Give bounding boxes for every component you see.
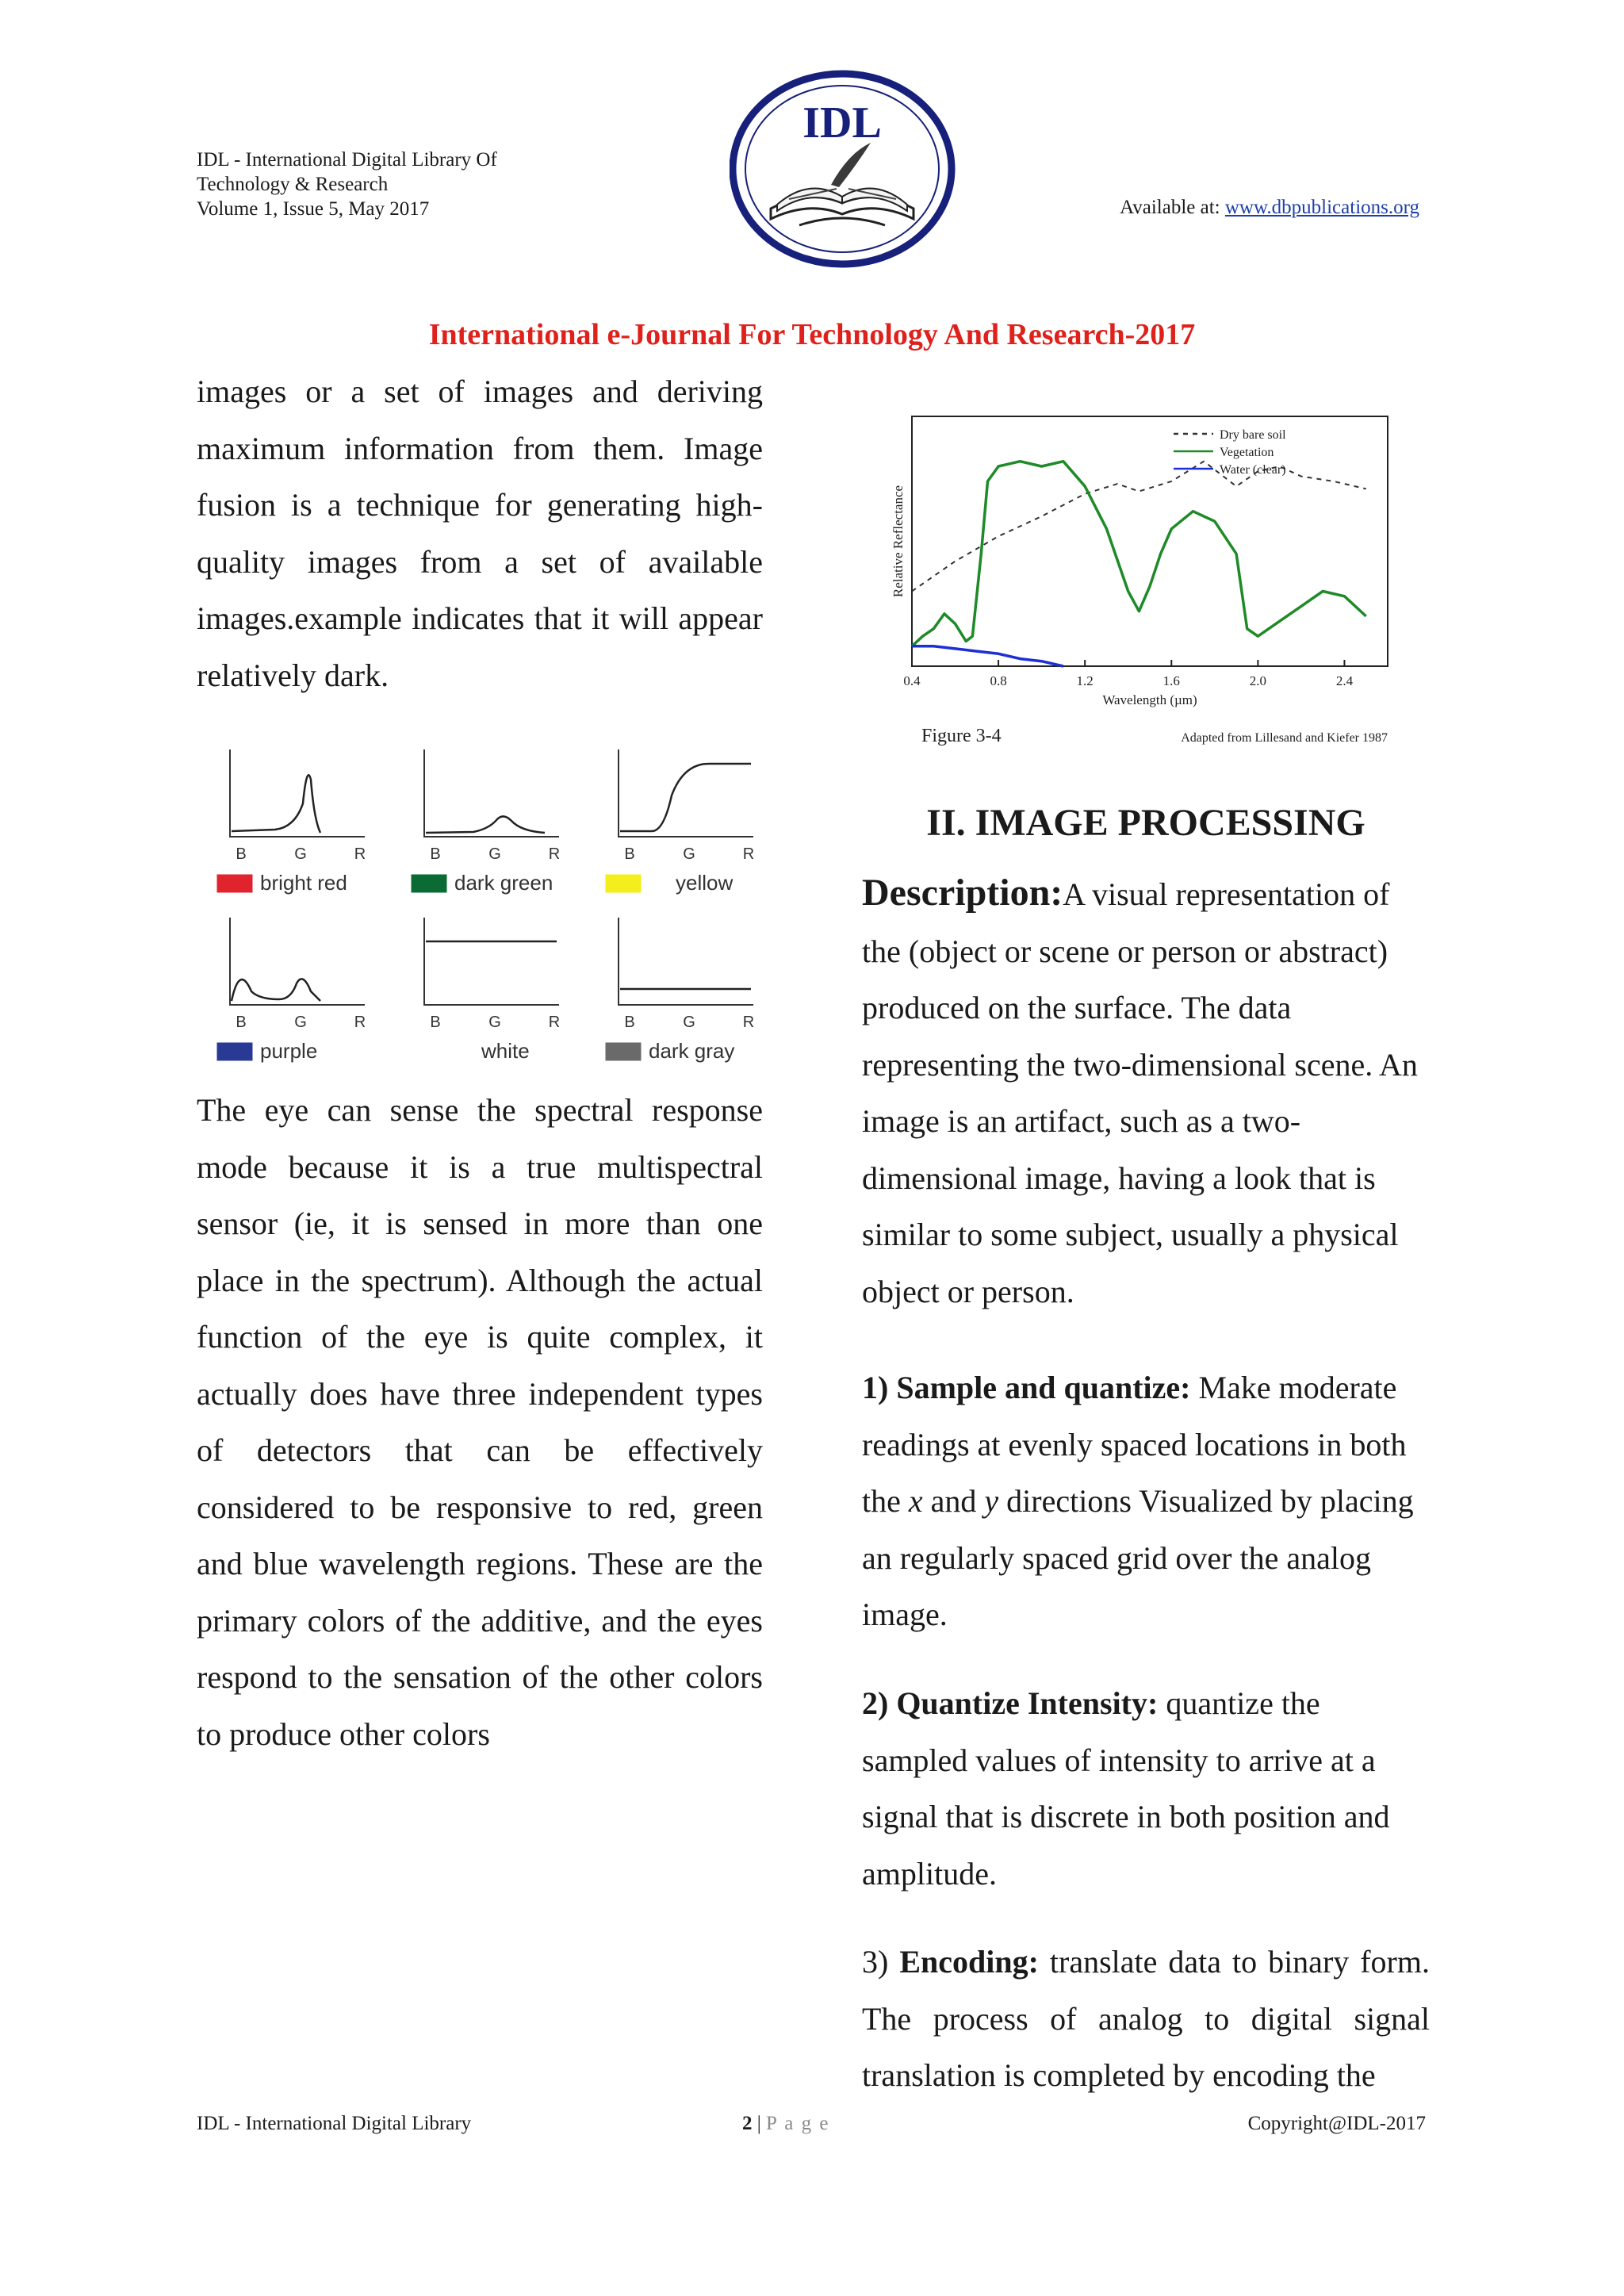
item1-text-a: Make moderate readings at evenly spaced locations in both the [862,1370,1407,1519]
item3-prefix: 3) [862,1944,900,1980]
swatch-label: bright red [260,871,347,895]
footer-copyright: Copyright@IDL-2017 [1247,2113,1426,2134]
item1-and: and [922,1483,985,1519]
x-tick-label: 2.4 [1335,673,1354,688]
description-label: Description: [862,872,1063,914]
color-swatch [217,1043,252,1060]
header-line-3: Volume 1, Issue 5, May 2017 [197,198,430,220]
available-label: Available at: [1120,197,1220,218]
item1-y: y [984,1483,999,1519]
legend-label: Water (clear) [1220,463,1286,477]
description-paragraph [862,864,1430,1320]
axis-label-b: B [236,845,247,863]
logo-text: IDL [802,98,882,148]
axis-label-r: R [354,1014,366,1031]
item-sample-quantize [862,1359,1430,1643]
series-water-clear [912,646,1063,666]
color-swatch [606,1043,641,1060]
color-swatch [412,1043,446,1060]
panel-axes [230,749,365,837]
swatch-label: purple [260,1039,318,1063]
figure-caption: Figure 3-4 [921,726,1002,746]
panel-axes [424,918,559,1005]
swatch-label: white [481,1039,530,1063]
axis-label-g: G [488,845,501,863]
reflectance-chart [876,404,1400,753]
panel-response-curve [232,775,320,833]
color-panel [606,749,754,895]
item-encoding [862,1934,1430,2104]
axis-label-r: R [742,845,755,863]
axis-label-g: G [683,845,695,863]
panel-response-curve [232,979,320,1001]
color-swatch [412,875,446,892]
item-quantize-intensity [862,1675,1430,1902]
item2-text: quantize the sampled values of intensity to arrive at a signal that is discrete in both position and amplitude. [862,1685,1390,1892]
axis-label-r: R [354,845,366,863]
header-publication-info [197,148,497,221]
footer-page [742,2113,829,2135]
publisher-website-link[interactable]: www.dbpublications.org [1224,197,1419,218]
axis-label-b: B [430,845,441,863]
axis-label-b: B [430,1014,441,1031]
x-tick-label: 1.2 [1076,673,1094,688]
x-tick-label: 0.4 [903,673,921,688]
section-heading: II. IMAGE PROCESSING [926,802,1365,844]
footer-left: IDL - International Digital Library [197,2113,472,2134]
color-panel [412,749,560,895]
x-tick-label: 0.8 [990,673,1007,688]
series-vegetation [912,462,1366,646]
idl-logo [730,70,956,268]
color-panel [217,918,366,1063]
x-tick-label: 1.6 [1162,673,1180,688]
panel-axes [619,918,753,1005]
color-panel [606,918,754,1063]
item3-label: Encoding: [899,1944,1039,1980]
axis-label-g: G [294,845,307,863]
color-swatch [217,875,252,892]
axis-label-r: R [548,845,561,863]
item1-x: x [908,1483,923,1519]
axis-label-r: R [742,1014,755,1031]
color-response-svg [216,749,771,1067]
left-paragraph-2: The eye can sense the spectral response mode because it is a true multispectral sensor (ie, it is sensed in more than one place in the spectrum). Although the actual function of the eye is quite complex, it actually does have three independent types of detectors that can be effectively considered to be responsive to red, green and blue wavelength regions. These are the primary colors of the additive, and the eyes respond to the sensation of the other colors to produce other colors [197,1092,763,1752]
axis-label-b: B [624,1014,635,1031]
page-word: P a g e [766,2113,830,2134]
item1-text-b: directions Visualized by placing an regularly spaced grid over the analog image. [862,1483,1414,1632]
journal-title: International e-Journal For Technology And Research-2017 [428,318,1196,351]
swatch-label: dark gray [649,1039,735,1063]
color-panel [412,918,560,1063]
y-axis-label: Relative Reflectance [891,485,906,598]
axis-label-b: B [624,845,635,863]
item2-label: 2) Quantize Intensity: [862,1685,1159,1721]
page-separator: | [752,2113,767,2134]
item3-text: translate data to binary form. The process of analog to digital signal translation is completed by encoding the [862,1944,1430,2093]
description-text: A visual representation of the (object or scene or person or abstract) produced on the surface. The data representing the two-dimensional scene. An image is an artifact, such as a two-dimensional image, having a look that is similar to some subject, usually a physical object or person. [862,876,1418,1309]
header-line-2: Technology & Research [197,174,389,195]
color-swatch [606,875,641,892]
axis-label-b: B [236,1014,247,1031]
figure-source: Adapted from Lillesand and Kiefer 1987 [1181,731,1388,745]
legend-label: Vegetation [1220,446,1274,459]
item1-label: 1) Sample and quantize: [862,1370,1191,1405]
page-number: 2 [742,2113,753,2134]
color-response-figure [216,749,771,1067]
left-paragraph-1: images or a set of images and deriving maximum information from them. Image fusion is a technique for generating high-quality images from a set of available images.example indicates that it will appear relatively dark. [197,374,763,693]
panel-response-curve [426,816,545,833]
legend-label: Dry bare soil [1220,428,1286,442]
axis-label-g: G [683,1014,695,1031]
axis-label-g: G [488,1014,501,1031]
color-panel [217,749,366,895]
swatch-label: dark green [454,871,553,895]
x-axis-label: Wavelength (µm) [1102,692,1197,707]
reflectance-chart-svg [876,404,1400,753]
axis-label-g: G [294,1014,307,1031]
header-availability [1120,197,1419,219]
axis-label-r: R [548,1014,561,1031]
panel-axes [230,918,365,1005]
panel-axes [619,749,753,837]
x-tick-label: 2.0 [1249,673,1266,688]
panel-response-curve [620,764,751,831]
header-line-1: IDL - International Digital Library Of [197,149,497,171]
swatch-label: yellow [676,871,733,895]
